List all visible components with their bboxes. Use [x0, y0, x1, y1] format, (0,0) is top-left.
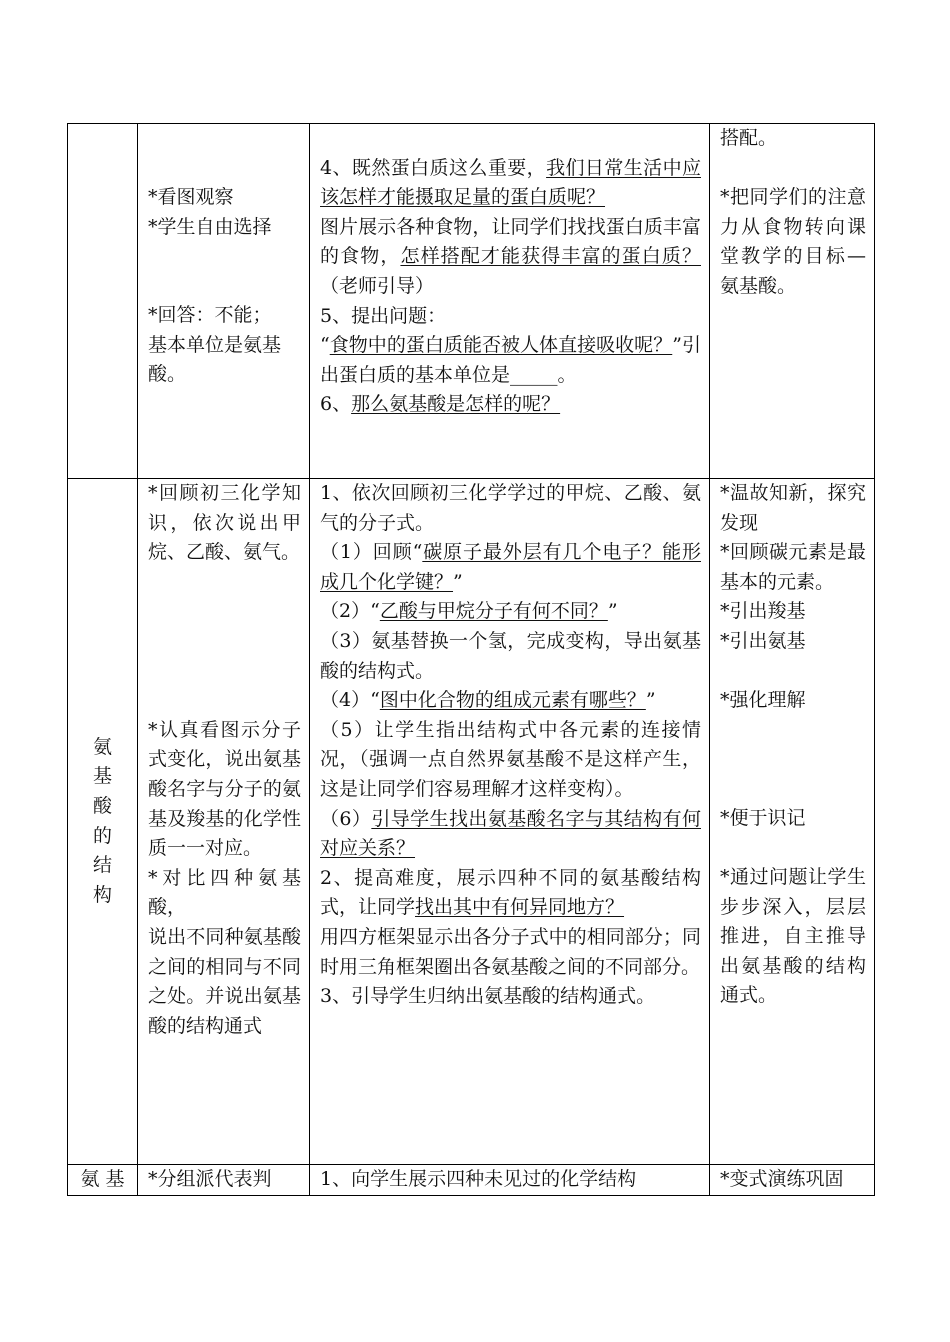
teacher-step: （6）引导学生找出氨基酸名字与其结构有何对应关系？	[320, 807, 701, 860]
table-row	[68, 124, 875, 479]
teacher-step: 6、那么氨基酸是怎样的呢？	[320, 393, 561, 416]
student-activity-cell	[138, 479, 310, 1165]
student-activity: *回答：不能；	[148, 304, 272, 327]
student-activity: *认真看图示分子式变化，说出氨基酸名字与分子的氨基及羧基的化学性质一一对应。	[148, 718, 301, 860]
teacher-activity-cell	[310, 124, 710, 479]
design-intent: *变式演练巩固	[720, 1168, 844, 1190]
design-intent: *通过问题让学生步步深入，层层推进，自主推导出氨基酸的结构通式。	[720, 865, 866, 1007]
student-activity: 酸。	[148, 363, 187, 386]
section-title-cell	[68, 1165, 138, 1196]
teacher-step: 2、提高难度，展示四种不同的氨基酸结构式，让同学找出其中有何异同地方？	[320, 866, 701, 919]
design-intent: *引出羧基	[720, 600, 806, 623]
teacher-step: （4）“图中化合物的组成元素有哪些？”	[320, 689, 656, 712]
design-intent: *强化理解	[720, 689, 806, 712]
section-title: 氨 基	[80, 1168, 125, 1190]
student-activity: *对比四种氨基酸，	[148, 866, 301, 919]
section-cell-empty	[68, 124, 138, 479]
teacher-step: 3、引导学生归纳出氨基酸的结构通式。	[320, 985, 656, 1008]
student-activity: *学生自由选择	[148, 215, 272, 238]
teacher-step: （1）回顾“碳原子最外层有几个电子？能形成几个化学键？”	[320, 541, 701, 593]
table-row	[68, 1165, 875, 1196]
design-intent: *便于识记	[720, 806, 806, 829]
teacher-step: 1、依次回顾初三化学学过的甲烷、乙酸、氨气的分子式。	[320, 482, 701, 534]
section-title-cell	[68, 479, 138, 1165]
design-intent: 搭配。	[720, 127, 778, 149]
design-intent-cell	[710, 1165, 875, 1196]
design-intent: *回顾碳元素是最基本的元素。	[720, 541, 866, 593]
teacher-step: （3）氨基替换一个氢，完成变构，导出氨基酸的结构式。	[320, 629, 701, 682]
design-intent: *把同学们的注意力从食物转向课堂教学的目标—氨基酸。	[720, 186, 866, 297]
teacher-step: （5）让学生指出结构式中各元素的连接情况，（强调一点自然界氨基酸不是这样产生，这是让同学们容易理解才这样变构）。	[320, 718, 701, 800]
teacher-step: 图片展示各种食物，让同学们找找蛋白质丰富的食物，怎样搭配才能获得丰富的蛋白质？（老师引导）	[320, 215, 701, 297]
lesson-plan-table	[67, 123, 875, 1196]
student-activity: *回顾初三化学知识，依次说出甲烷、乙酸、氨气。	[148, 482, 301, 564]
teacher-step: 用四方框架显示出各分子式中的相同部分；同时用三角框架圈出各氨基酸之间的不同部分。	[320, 925, 701, 978]
student-activity: *分组派代表判	[148, 1168, 272, 1190]
student-activity: 说出不同种氨基酸之间的相同与不同之处。并说出氨基酸的结构通式	[148, 925, 301, 1037]
student-activity: *看图观察	[148, 186, 234, 208]
student-activity-cell	[138, 1165, 310, 1196]
design-intent: *温故知新，探究发现	[720, 482, 866, 534]
teacher-step: “食物中的蛋白质能否被人体直接吸收呢？”引出蛋白质的基本单位是_____。	[320, 334, 701, 386]
design-intent-cell	[710, 479, 875, 1165]
design-intent-cell	[710, 124, 875, 479]
teacher-activity-cell	[310, 479, 710, 1165]
teacher-step: 4、既然蛋白质这么重要，我们日常生活中应该怎样才能摄取足量的蛋白质呢？	[320, 156, 701, 209]
student-activity-cell	[138, 124, 310, 479]
teacher-step: 5、提出问题：	[320, 304, 447, 327]
teacher-activity-cell	[310, 1165, 710, 1196]
design-intent: *引出氨基	[720, 629, 806, 652]
section-title: 氨 基 酸 的 结 构	[92, 735, 112, 906]
teacher-step: 1、向学生展示四种未见过的化学结构	[320, 1168, 637, 1190]
student-activity: 基本单位是氨基	[148, 333, 282, 356]
table-row	[68, 479, 875, 1165]
teacher-step: （2）“乙酸与甲烷分子有何不同？”	[320, 600, 618, 623]
